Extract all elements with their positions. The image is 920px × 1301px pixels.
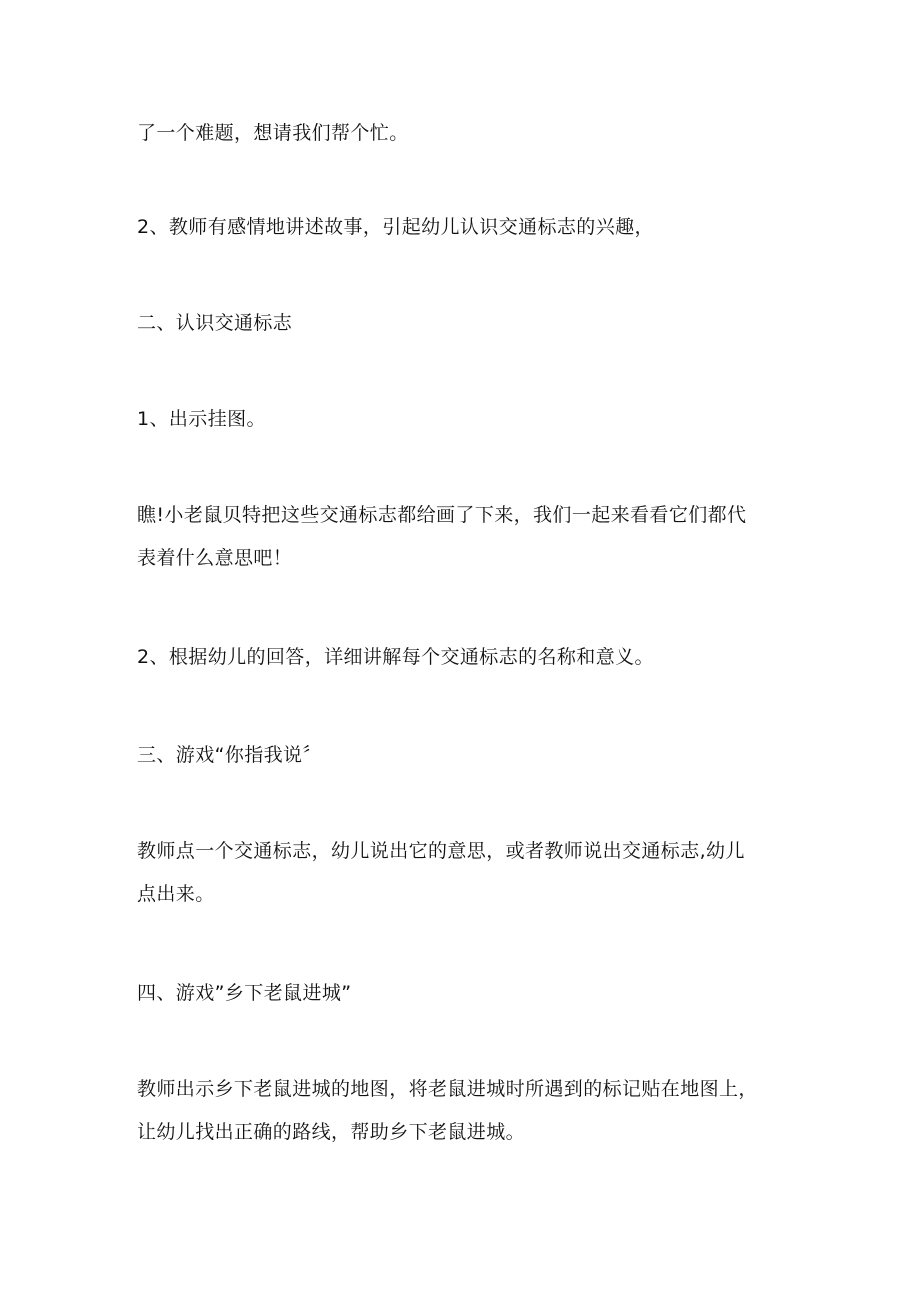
heading-text: 二、认识交通标志 [137, 312, 293, 334]
text-line: 2、教师有感情地讲述故事，引起幼儿认识交通标志的兴趣， [137, 216, 654, 238]
text-line: 教师点一个交通标志，幼儿说出它的意思，或者教师说出交通标志,幼儿 [137, 840, 745, 862]
text-line: 瞧!小老鼠贝特把这些交通标志都给画了下来，我们一起来看看它们都代 [137, 504, 747, 526]
text-line: 1、出示挂图。 [137, 408, 266, 430]
text-line: 点出来。 [137, 883, 215, 905]
heading-text: 四、游戏”乡下老鼠进城” [137, 982, 352, 1004]
paragraph-step-1-wall-chart [137, 398, 777, 441]
heading-text: 三、游戏“你指我说〞 [137, 744, 322, 766]
paragraph-game-point-say-rules [137, 830, 777, 916]
text-line: 教师出示乡下老鼠进城的地图，将老鼠进城时所遇到的标记贴在地图上， [137, 1078, 758, 1100]
section-heading-recognize-signs [137, 302, 777, 345]
text-line: 2、根据幼儿的回答，详细讲解每个交通标志的名称和意义。 [137, 646, 654, 668]
paragraph-step-2-explain [137, 636, 777, 679]
section-heading-game-country-mouse [137, 972, 777, 1015]
paragraph-game-country-mouse-rules [137, 1068, 777, 1154]
paragraph-intro-continuation [137, 112, 777, 155]
section-heading-game-point-say [137, 734, 777, 777]
paragraph-step-2-story [137, 206, 777, 249]
paragraph-look-at-signs [137, 494, 777, 580]
text-line: 表着什么意思吧！ [137, 547, 293, 569]
text-line: 了一个难题，想请我们帮个忙。 [137, 122, 409, 144]
text-line: 让幼儿找出正确的路线，帮助乡下老鼠进城。 [137, 1121, 526, 1143]
